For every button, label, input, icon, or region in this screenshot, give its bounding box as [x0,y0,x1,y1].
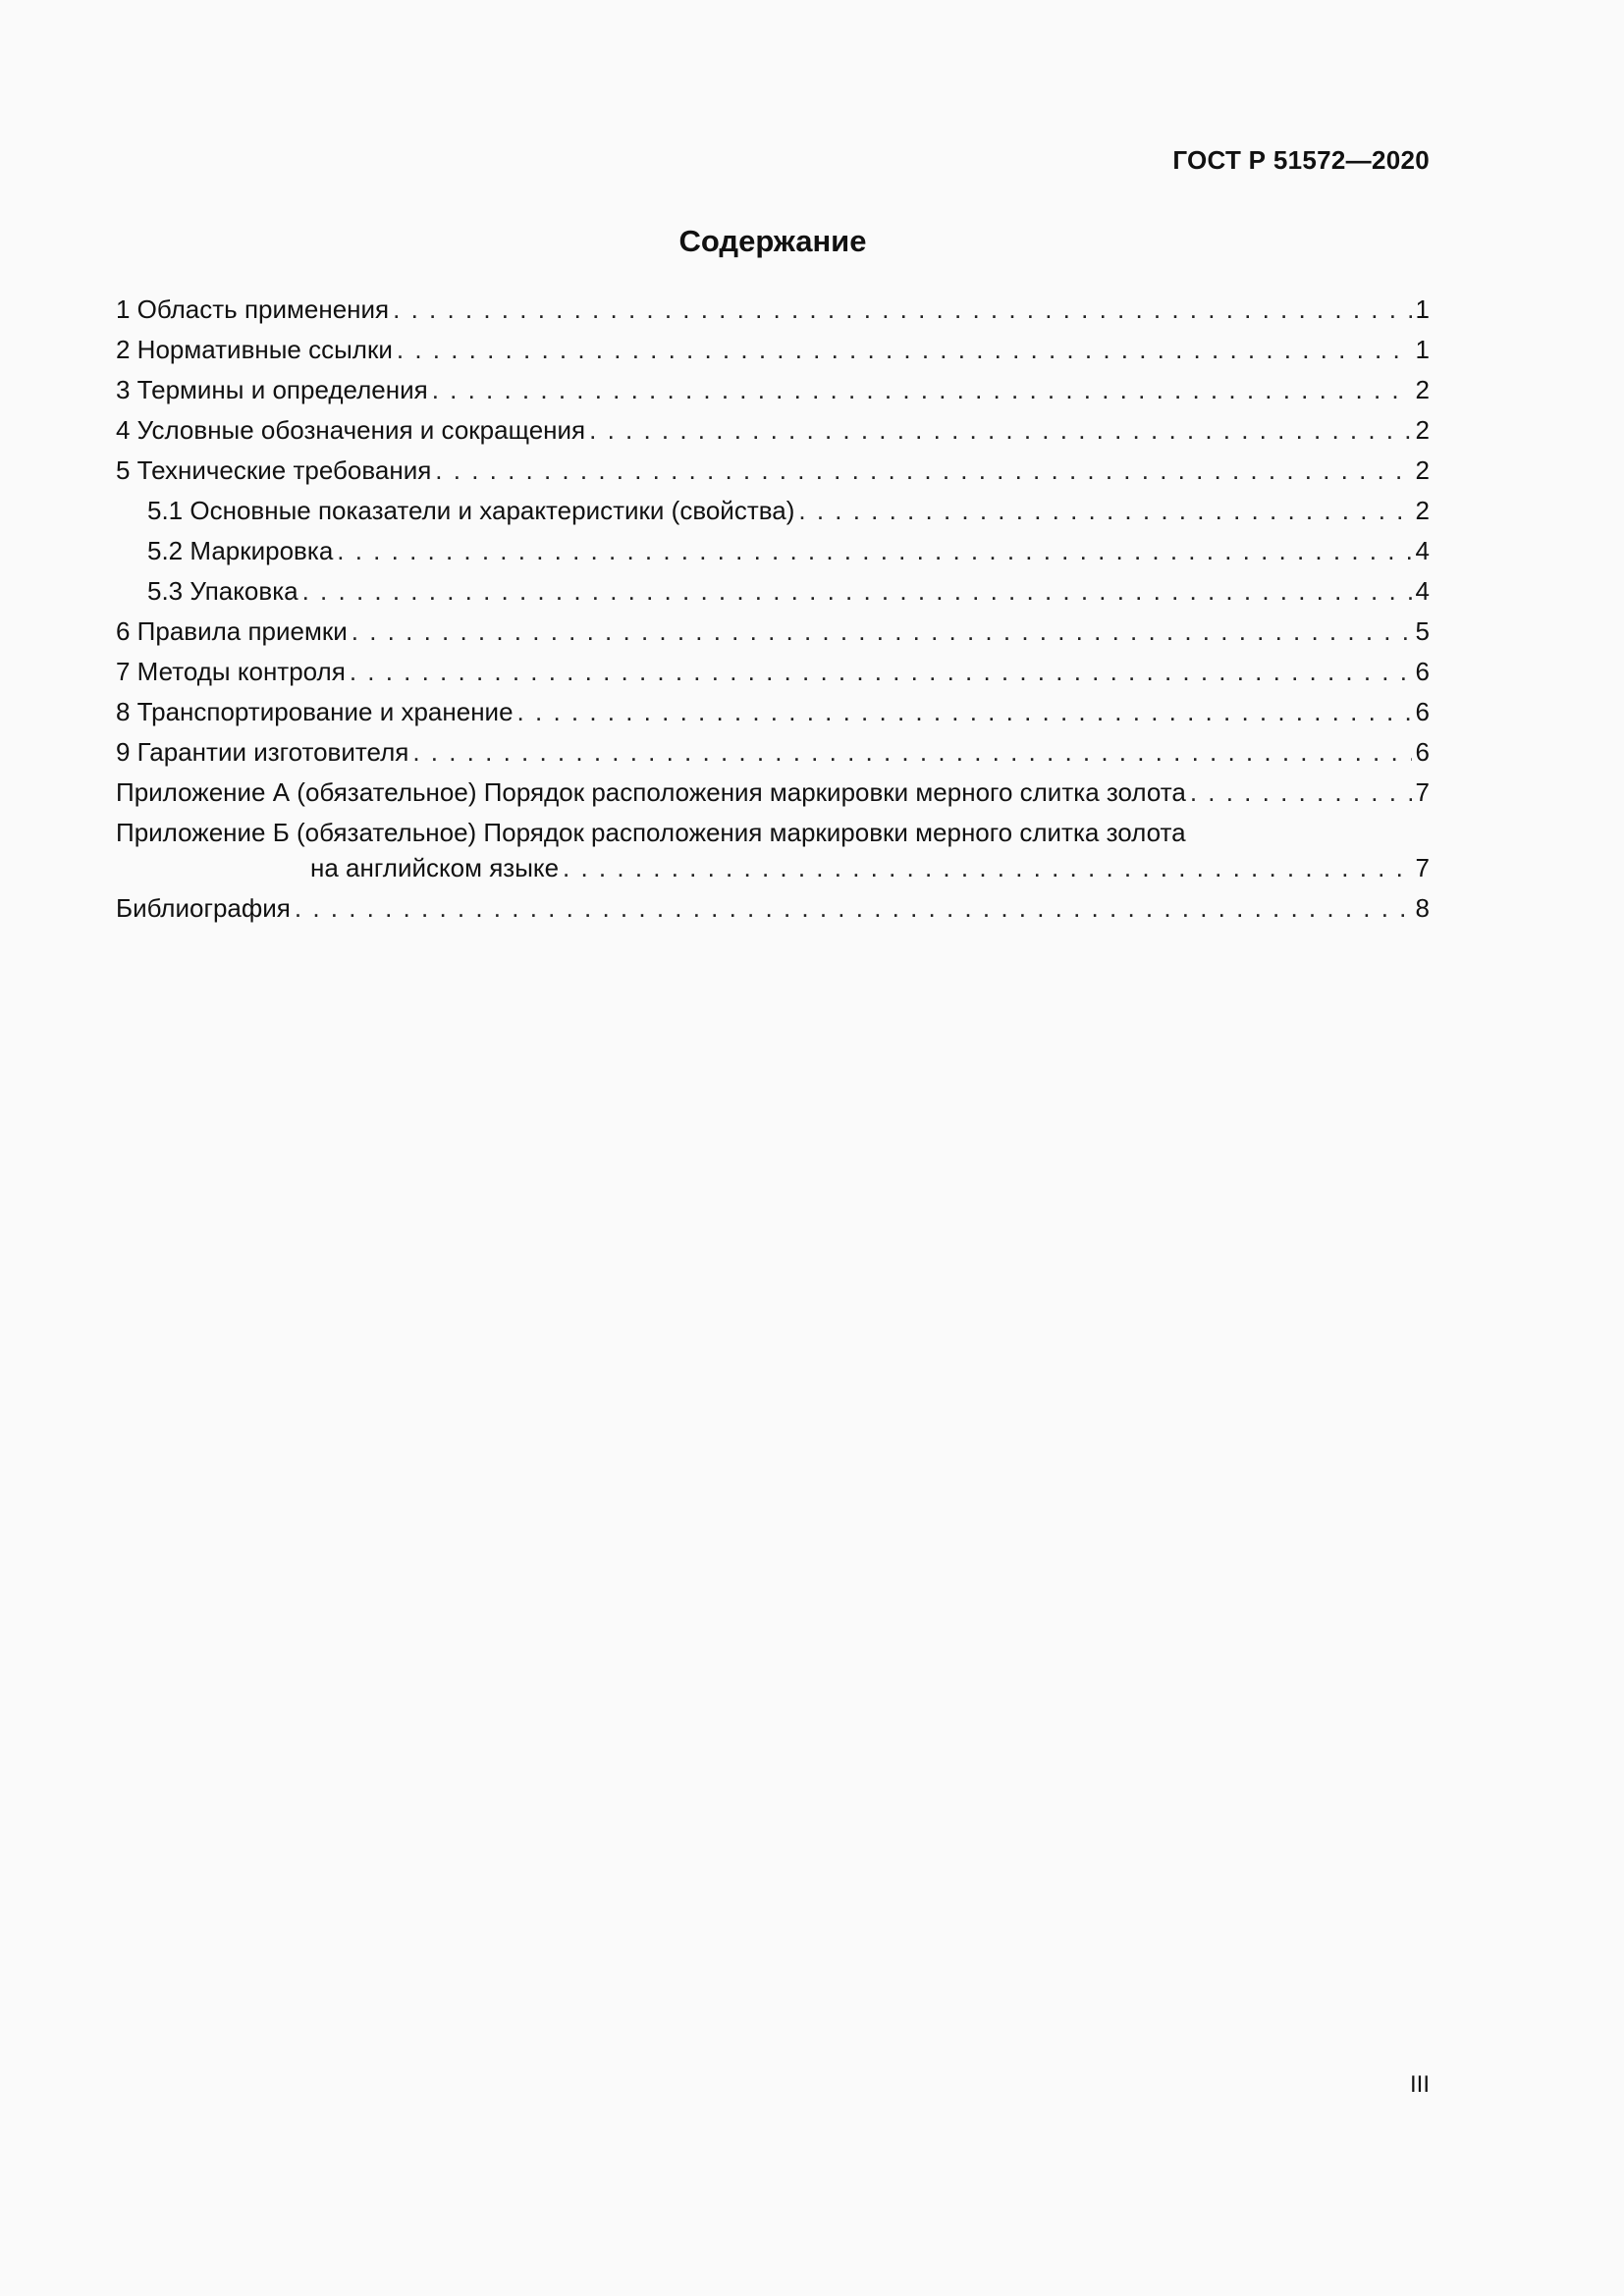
toc-entry-7[interactable] [116,652,1430,692]
toc-entry-label: 7 Методы контроля [116,657,346,686]
toc-entry-appendix-b[interactable] [116,813,1430,888]
toc-entry-5-3[interactable] [116,571,1430,612]
toc-entry-4[interactable] [116,410,1430,451]
toc-entry-page: 1 [1415,294,1430,324]
toc-entry-label: 6 Правила приемки [116,616,348,646]
dot-leader [337,531,1411,571]
toc-entry-label: Библиография [116,893,291,923]
dot-leader [432,370,1412,410]
toc-entry-5-2[interactable] [116,531,1430,571]
page-number: III [1409,2071,1430,2098]
toc-entry-page: 2 [1415,455,1430,485]
toc-entry-page: 4 [1415,536,1430,565]
dot-leader [352,612,1412,652]
toc-entry-page: 5 [1415,616,1430,646]
dot-leader [589,410,1411,451]
toc-entry-bibliography[interactable] [116,888,1430,929]
toc-entry-page: 2 [1415,415,1430,445]
dot-leader [798,491,1411,531]
toc-entry-label: 2 Нормативные ссылки [116,335,393,364]
toc-entry-2[interactable] [116,330,1430,370]
toc-entry-label: 5.2 Маркировка [147,536,334,565]
table-of-contents [116,290,1430,929]
dot-leader [350,652,1412,692]
toc-entry-label: 8 Транспортирование и хранение [116,697,514,726]
toc-entry-label: 4 Условные обозначения и сокращения [116,415,586,445]
toc-entry-label: 3 Термины и определения [116,375,428,404]
dot-leader [1190,773,1412,813]
dot-leader [295,888,1412,929]
dot-leader [563,848,1412,888]
toc-entry-label: 5.1 Основные показатели и характеристики (свойства) [147,496,795,525]
toc-entry-5-1[interactable] [116,491,1430,531]
toc-entry-page: 7 [1415,777,1430,807]
toc-entry-label: 1 Область применения [116,294,390,324]
toc-entry-6[interactable] [116,612,1430,652]
dot-leader [393,290,1411,330]
toc-entry-label: 5.3 Упаковка [147,576,298,606]
dot-leader [397,330,1412,370]
toc-entry-5[interactable] [116,451,1430,491]
toc-entry-page: 2 [1415,375,1430,404]
toc-entry-appendix-a[interactable] [116,773,1430,813]
dot-leader [517,692,1412,732]
toc-title: Содержание [678,224,867,258]
toc-entry-label: Приложение Б (обязательное) Порядок расположения маркировки мерного слитка золота [116,818,1186,847]
toc-entry-3[interactable] [116,370,1430,410]
toc-entry-page: 8 [1415,893,1430,923]
toc-entry-label: 9 Гарантии изготовителя [116,737,409,767]
dot-leader [302,571,1412,612]
toc-entry-page: 1 [1415,335,1430,364]
dot-leader [412,732,1411,773]
toc-entry-label-continued: на английском языке [310,853,560,882]
toc-entry-8[interactable] [116,692,1430,732]
toc-entry-1[interactable] [116,290,1430,330]
toc-entry-label: 5 Технические требования [116,455,432,485]
toc-entry-9[interactable] [116,732,1430,773]
dot-leader [435,451,1411,491]
toc-entry-label: Приложение А (обязательное) Порядок расположения маркировки мерного слитка золота [116,777,1186,807]
toc-entry-page: 6 [1415,697,1430,726]
toc-entry-page: 4 [1415,576,1430,606]
toc-entry-page: 6 [1415,737,1430,767]
document-code: ГОСТ Р 51572—2020 [1172,145,1430,175]
toc-entry-page: 6 [1415,657,1430,686]
toc-entry-page: 2 [1415,496,1430,525]
toc-entry-page: 7 [1415,853,1430,882]
